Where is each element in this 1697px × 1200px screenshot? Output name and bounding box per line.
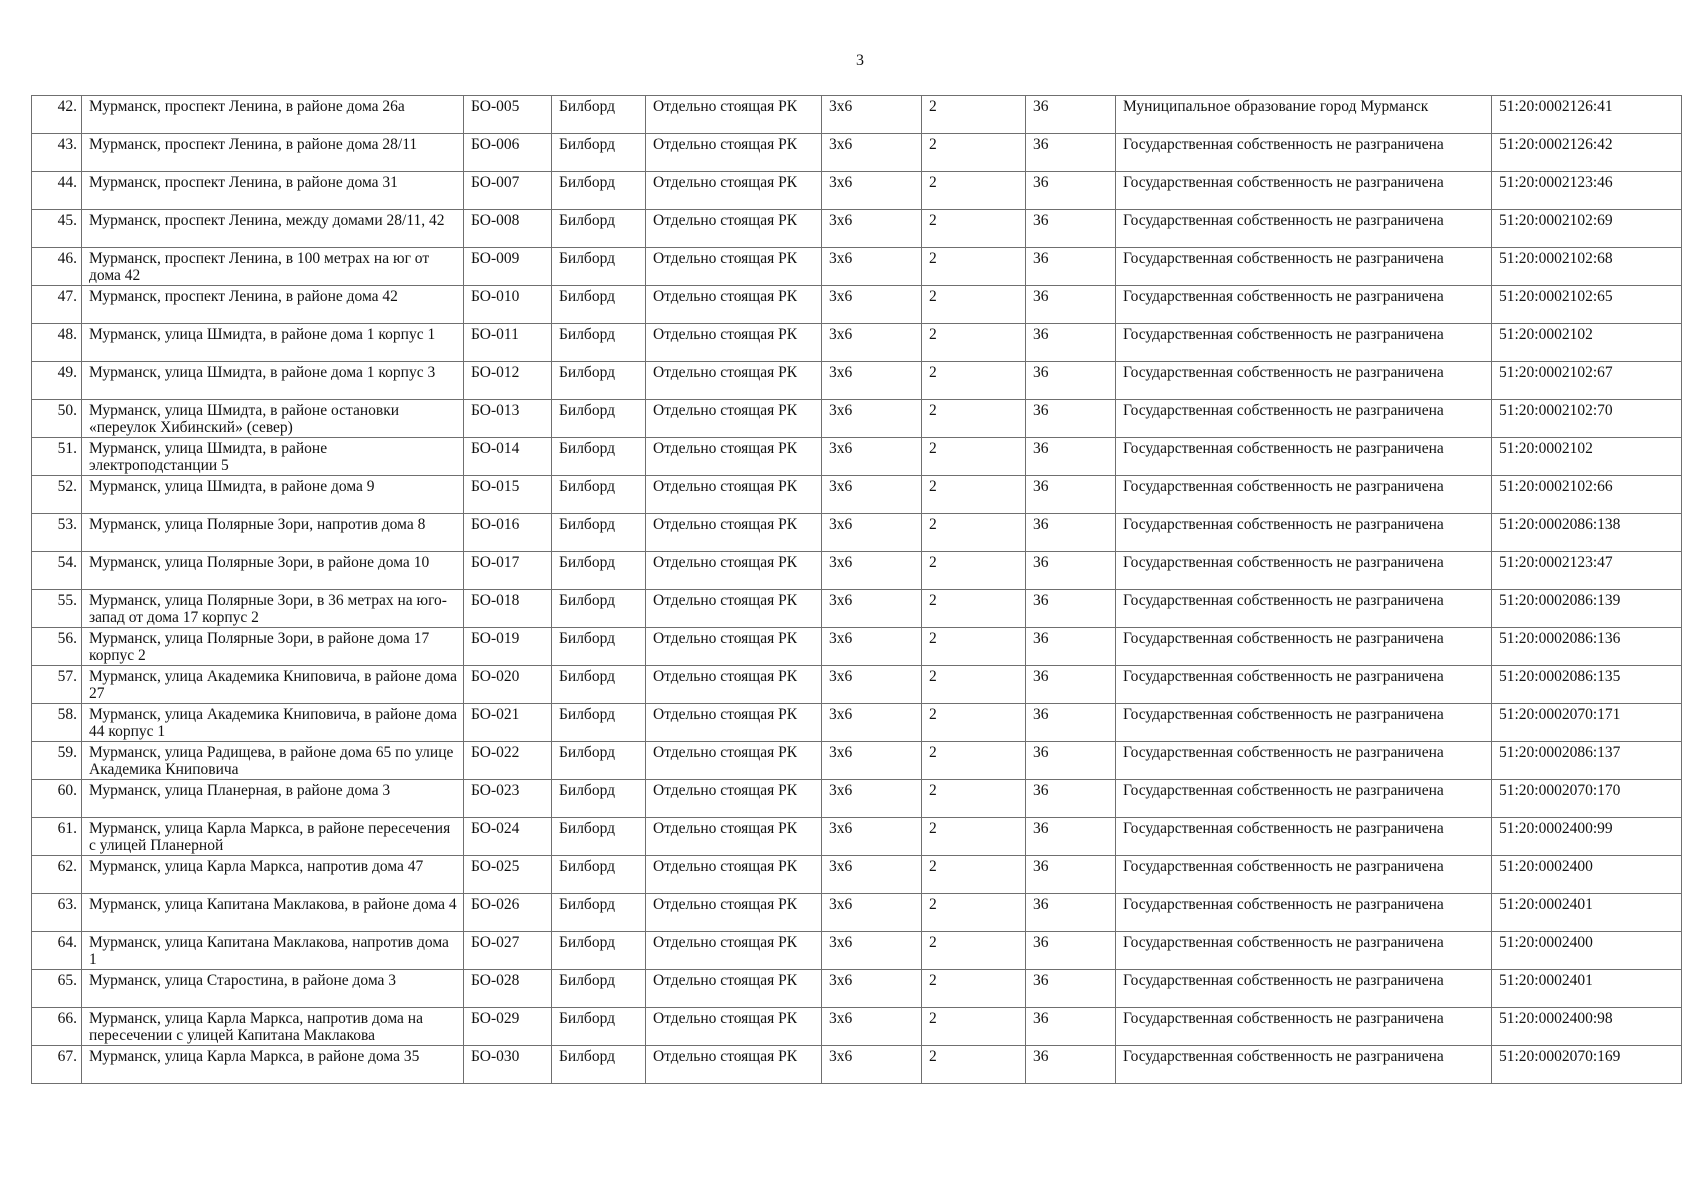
address-cell: Мурманск, улица Карла Маркса, в районе пересечения с улицей Планерной <box>82 818 464 856</box>
ownership-cell: Государственная собственность не разграничена <box>1116 248 1492 286</box>
ownership-cell: Государственная собственность не разграничена <box>1116 286 1492 324</box>
ownership-cell: Государственная собственность не разграничена <box>1116 210 1492 248</box>
size-cell: 3х6 <box>822 286 922 324</box>
row-number-cell: 53. <box>32 514 82 552</box>
cadastral-number-cell: 51:20:0002400:99 <box>1492 818 1682 856</box>
ownership-cell: Государственная собственность не разграничена <box>1116 324 1492 362</box>
address-cell: Мурманск, улица Шмидта, в районе дома 1 корпус 1 <box>82 324 464 362</box>
type-cell: Билборд <box>552 590 646 628</box>
type-cell: Билборд <box>552 552 646 590</box>
ownership-cell: Государственная собственность не разграничена <box>1116 628 1492 666</box>
kind-cell: Отдельно стоящая РК <box>646 1008 822 1046</box>
area-cell: 36 <box>1026 1046 1116 1084</box>
page-number: 3 <box>856 52 864 69</box>
ownership-cell: Государственная собственность не разграничена <box>1116 134 1492 172</box>
kind-cell: Отдельно стоящая РК <box>646 970 822 1008</box>
address-cell: Мурманск, проспект Ленина, в 100 метрах на юг от дома 42 <box>82 248 464 286</box>
sides-cell: 2 <box>922 932 1026 970</box>
sides-cell: 2 <box>922 590 1026 628</box>
ownership-cell: Государственная собственность не разграничена <box>1116 818 1492 856</box>
address-cell: Мурманск, улица Полярные Зори, в районе дома 10 <box>82 552 464 590</box>
type-cell: Билборд <box>552 248 646 286</box>
kind-cell: Отдельно стоящая РК <box>646 96 822 134</box>
kind-cell: Отдельно стоящая РК <box>646 932 822 970</box>
table-row <box>32 248 1682 286</box>
code-cell: БО-026 <box>464 894 552 932</box>
size-cell: 3х6 <box>822 742 922 780</box>
address-cell: Мурманск, улица Старостина, в районе дома 3 <box>82 970 464 1008</box>
kind-cell: Отдельно стоящая РК <box>646 1046 822 1084</box>
code-cell: БО-016 <box>464 514 552 552</box>
kind-cell: Отдельно стоящая РК <box>646 514 822 552</box>
size-cell: 3х6 <box>822 514 922 552</box>
address-cell: Мурманск, проспект Ленина, в районе дома 26а <box>82 96 464 134</box>
cadastral-number-cell: 51:20:0002070:171 <box>1492 704 1682 742</box>
area-cell: 36 <box>1026 438 1116 476</box>
kind-cell: Отдельно стоящая РК <box>646 134 822 172</box>
type-cell: Билборд <box>552 1046 646 1084</box>
code-cell: БО-024 <box>464 818 552 856</box>
area-cell: 36 <box>1026 552 1116 590</box>
kind-cell: Отдельно стоящая РК <box>646 704 822 742</box>
cadastral-number-cell: 51:20:0002102 <box>1492 324 1682 362</box>
kind-cell: Отдельно стоящая РК <box>646 210 822 248</box>
row-number-cell: 66. <box>32 1008 82 1046</box>
table-row <box>32 932 1682 970</box>
cadastral-number-cell: 51:20:0002086:136 <box>1492 628 1682 666</box>
code-cell: БО-028 <box>464 970 552 1008</box>
address-cell: Мурманск, проспект Ленина, в районе дома 42 <box>82 286 464 324</box>
area-cell: 36 <box>1026 134 1116 172</box>
sides-cell: 2 <box>922 438 1026 476</box>
ownership-cell: Государственная собственность не разграничена <box>1116 1046 1492 1084</box>
size-cell: 3х6 <box>822 970 922 1008</box>
size-cell: 3х6 <box>822 704 922 742</box>
address-cell: Мурманск, улица Капитана Маклакова, в районе дома 4 <box>82 894 464 932</box>
table-row <box>32 552 1682 590</box>
row-number-cell: 51. <box>32 438 82 476</box>
ownership-cell: Государственная собственность не разграничена <box>1116 438 1492 476</box>
code-cell: БО-012 <box>464 362 552 400</box>
area-cell: 36 <box>1026 666 1116 704</box>
address-cell: Мурманск, улица Карла Маркса, напротив дома на пересечении с улицей Капитана Маклакова <box>82 1008 464 1046</box>
kind-cell: Отдельно стоящая РК <box>646 894 822 932</box>
code-cell: БО-029 <box>464 1008 552 1046</box>
sides-cell: 2 <box>922 704 1026 742</box>
table-row <box>32 856 1682 894</box>
area-cell: 36 <box>1026 780 1116 818</box>
sides-cell: 2 <box>922 172 1026 210</box>
address-cell: Мурманск, улица Академика Книповича, в районе дома 27 <box>82 666 464 704</box>
ownership-cell: Государственная собственность не разграничена <box>1116 514 1492 552</box>
type-cell: Билборд <box>552 362 646 400</box>
row-number-cell: 58. <box>32 704 82 742</box>
area-cell: 36 <box>1026 704 1116 742</box>
area-cell: 36 <box>1026 96 1116 134</box>
type-cell: Билборд <box>552 438 646 476</box>
sides-cell: 2 <box>922 362 1026 400</box>
row-number-cell: 47. <box>32 286 82 324</box>
code-cell: БО-007 <box>464 172 552 210</box>
cadastral-number-cell: 51:20:0002123:47 <box>1492 552 1682 590</box>
kind-cell: Отдельно стоящая РК <box>646 628 822 666</box>
cadastral-number-cell: 51:20:0002401 <box>1492 894 1682 932</box>
type-cell: Билборд <box>552 894 646 932</box>
size-cell: 3х6 <box>822 210 922 248</box>
address-cell: Мурманск, улица Планерная, в районе дома 3 <box>82 780 464 818</box>
row-number-cell: 42. <box>32 96 82 134</box>
type-cell: Билборд <box>552 818 646 856</box>
cadastral-number-cell: 51:20:0002102:69 <box>1492 210 1682 248</box>
table-row <box>32 96 1682 134</box>
sides-cell: 2 <box>922 666 1026 704</box>
table-row <box>32 590 1682 628</box>
code-cell: БО-022 <box>464 742 552 780</box>
type-cell: Билборд <box>552 476 646 514</box>
address-cell: Мурманск, проспект Ленина, в районе дома 28/11 <box>82 134 464 172</box>
type-cell: Билборд <box>552 932 646 970</box>
ownership-cell: Государственная собственность не разграничена <box>1116 552 1492 590</box>
area-cell: 36 <box>1026 362 1116 400</box>
table-row <box>32 666 1682 704</box>
ownership-cell: Государственная собственность не разграничена <box>1116 400 1492 438</box>
area-cell: 36 <box>1026 818 1116 856</box>
table-row <box>32 210 1682 248</box>
type-cell: Билборд <box>552 210 646 248</box>
sides-cell: 2 <box>922 818 1026 856</box>
type-cell: Билборд <box>552 666 646 704</box>
type-cell: Билборд <box>552 324 646 362</box>
ownership-cell: Государственная собственность не разграничена <box>1116 780 1492 818</box>
row-number-cell: 45. <box>32 210 82 248</box>
cadastral-number-cell: 51:20:0002400 <box>1492 932 1682 970</box>
code-cell: БО-015 <box>464 476 552 514</box>
area-cell: 36 <box>1026 476 1116 514</box>
type-cell: Билборд <box>552 172 646 210</box>
cadastral-number-cell: 51:20:0002102:65 <box>1492 286 1682 324</box>
cadastral-number-cell: 51:20:0002126:41 <box>1492 96 1682 134</box>
address-cell: Мурманск, улица Капитана Маклакова, напротив дома 1 <box>82 932 464 970</box>
row-number-cell: 65. <box>32 970 82 1008</box>
sides-cell: 2 <box>922 286 1026 324</box>
area-cell: 36 <box>1026 742 1116 780</box>
row-number-cell: 49. <box>32 362 82 400</box>
table-row <box>32 628 1682 666</box>
kind-cell: Отдельно стоящая РК <box>646 476 822 514</box>
size-cell: 3х6 <box>822 172 922 210</box>
row-number-cell: 64. <box>32 932 82 970</box>
kind-cell: Отдельно стоящая РК <box>646 590 822 628</box>
ownership-cell: Государственная собственность не разграничена <box>1116 590 1492 628</box>
row-number-cell: 67. <box>32 1046 82 1084</box>
type-cell: Билборд <box>552 134 646 172</box>
row-number-cell: 50. <box>32 400 82 438</box>
row-number-cell: 59. <box>32 742 82 780</box>
size-cell: 3х6 <box>822 134 922 172</box>
ownership-cell: Государственная собственность не разграничена <box>1116 172 1492 210</box>
sides-cell: 2 <box>922 780 1026 818</box>
cadastral-number-cell: 51:20:0002102 <box>1492 438 1682 476</box>
cadastral-number-cell: 51:20:0002401 <box>1492 970 1682 1008</box>
cadastral-number-cell: 51:20:0002126:42 <box>1492 134 1682 172</box>
sides-cell: 2 <box>922 476 1026 514</box>
kind-cell: Отдельно стоящая РК <box>646 362 822 400</box>
address-cell: Мурманск, проспект Ленина, между домами 28/11, 42 <box>82 210 464 248</box>
type-cell: Билборд <box>552 742 646 780</box>
area-cell: 36 <box>1026 894 1116 932</box>
size-cell: 3х6 <box>822 552 922 590</box>
type-cell: Билборд <box>552 286 646 324</box>
table-body <box>32 96 1682 1084</box>
table-row <box>32 818 1682 856</box>
cadastral-number-cell: 51:20:0002086:138 <box>1492 514 1682 552</box>
sides-cell: 2 <box>922 856 1026 894</box>
code-cell: БО-018 <box>464 590 552 628</box>
cadastral-number-cell: 51:20:0002400:98 <box>1492 1008 1682 1046</box>
code-cell: БО-014 <box>464 438 552 476</box>
cadastral-number-cell: 51:20:0002086:135 <box>1492 666 1682 704</box>
area-cell: 36 <box>1026 172 1116 210</box>
ownership-cell: Государственная собственность не разграничена <box>1116 970 1492 1008</box>
size-cell: 3х6 <box>822 780 922 818</box>
ownership-cell: Муниципальное образование город Мурманск <box>1116 96 1492 134</box>
area-cell: 36 <box>1026 970 1116 1008</box>
address-cell: Мурманск, улица Шмидта, в районе дома 1 корпус 3 <box>82 362 464 400</box>
size-cell: 3х6 <box>822 932 922 970</box>
address-cell: Мурманск, улица Шмидта, в районе остановки «переулок Хибинский» (север) <box>82 400 464 438</box>
table-row <box>32 286 1682 324</box>
table-row <box>32 324 1682 362</box>
address-cell: Мурманск, улица Полярные Зори, в 36 метрах на юго-запад от дома 17 корпус 2 <box>82 590 464 628</box>
sides-cell: 2 <box>922 514 1026 552</box>
address-cell: Мурманск, проспект Ленина, в районе дома 31 <box>82 172 464 210</box>
row-number-cell: 44. <box>32 172 82 210</box>
table-row <box>32 1008 1682 1046</box>
row-number-cell: 61. <box>32 818 82 856</box>
type-cell: Билборд <box>552 704 646 742</box>
kind-cell: Отдельно стоящая РК <box>646 666 822 704</box>
area-cell: 36 <box>1026 286 1116 324</box>
address-cell: Мурманск, улица Полярные Зори, напротив дома 8 <box>82 514 464 552</box>
size-cell: 3х6 <box>822 248 922 286</box>
code-cell: БО-019 <box>464 628 552 666</box>
size-cell: 3х6 <box>822 894 922 932</box>
code-cell: БО-005 <box>464 96 552 134</box>
size-cell: 3х6 <box>822 362 922 400</box>
size-cell: 3х6 <box>822 324 922 362</box>
area-cell: 36 <box>1026 400 1116 438</box>
size-cell: 3х6 <box>822 96 922 134</box>
address-cell: Мурманск, улица Карла Маркса, напротив дома 47 <box>82 856 464 894</box>
ownership-cell: Государственная собственность не разграничена <box>1116 1008 1492 1046</box>
size-cell: 3х6 <box>822 628 922 666</box>
row-number-cell: 60. <box>32 780 82 818</box>
area-cell: 36 <box>1026 628 1116 666</box>
type-cell: Билборд <box>552 970 646 1008</box>
kind-cell: Отдельно стоящая РК <box>646 780 822 818</box>
size-cell: 3х6 <box>822 1008 922 1046</box>
area-cell: 36 <box>1026 932 1116 970</box>
sides-cell: 2 <box>922 248 1026 286</box>
size-cell: 3х6 <box>822 476 922 514</box>
address-cell: Мурманск, улица Радищева, в районе дома 65 по улице Академика Книповича <box>82 742 464 780</box>
table-row <box>32 970 1682 1008</box>
table-row <box>32 1046 1682 1084</box>
area-cell: 36 <box>1026 590 1116 628</box>
table-row <box>32 400 1682 438</box>
code-cell: БО-006 <box>464 134 552 172</box>
kind-cell: Отдельно стоящая РК <box>646 856 822 894</box>
sides-cell: 2 <box>922 552 1026 590</box>
code-cell: БО-030 <box>464 1046 552 1084</box>
ownership-cell: Государственная собственность не разграничена <box>1116 666 1492 704</box>
address-cell: Мурманск, улица Шмидта, в районе дома 9 <box>82 476 464 514</box>
area-cell: 36 <box>1026 856 1116 894</box>
code-cell: БО-023 <box>464 780 552 818</box>
kind-cell: Отдельно стоящая РК <box>646 400 822 438</box>
code-cell: БО-020 <box>464 666 552 704</box>
code-cell: БО-025 <box>464 856 552 894</box>
kind-cell: Отдельно стоящая РК <box>646 552 822 590</box>
ownership-cell: Государственная собственность не разграничена <box>1116 742 1492 780</box>
ownership-cell: Государственная собственность не разграничена <box>1116 894 1492 932</box>
row-number-cell: 52. <box>32 476 82 514</box>
table-row <box>32 514 1682 552</box>
row-number-cell: 54. <box>32 552 82 590</box>
size-cell: 3х6 <box>822 438 922 476</box>
cadastral-number-cell: 51:20:0002086:139 <box>1492 590 1682 628</box>
code-cell: БО-010 <box>464 286 552 324</box>
cadastral-number-cell: 51:20:0002102:66 <box>1492 476 1682 514</box>
kind-cell: Отдельно стоящая РК <box>646 438 822 476</box>
sides-cell: 2 <box>922 324 1026 362</box>
size-cell: 3х6 <box>822 666 922 704</box>
table-row <box>32 780 1682 818</box>
row-number-cell: 43. <box>32 134 82 172</box>
area-cell: 36 <box>1026 210 1116 248</box>
area-cell: 36 <box>1026 514 1116 552</box>
area-cell: 36 <box>1026 1008 1116 1046</box>
type-cell: Билборд <box>552 856 646 894</box>
size-cell: 3х6 <box>822 856 922 894</box>
address-cell: Мурманск, улица Шмидта, в районе электроподстанции 5 <box>82 438 464 476</box>
table-row <box>32 704 1682 742</box>
size-cell: 3х6 <box>822 1046 922 1084</box>
kind-cell: Отдельно стоящая РК <box>646 818 822 856</box>
cadastral-number-cell: 51:20:0002400 <box>1492 856 1682 894</box>
table-row <box>32 894 1682 932</box>
sides-cell: 2 <box>922 894 1026 932</box>
sides-cell: 2 <box>922 210 1026 248</box>
cadastral-number-cell: 51:20:0002086:137 <box>1492 742 1682 780</box>
type-cell: Билборд <box>552 628 646 666</box>
kind-cell: Отдельно стоящая РК <box>646 324 822 362</box>
row-number-cell: 46. <box>32 248 82 286</box>
row-number-cell: 62. <box>32 856 82 894</box>
ownership-cell: Государственная собственность не разграничена <box>1116 856 1492 894</box>
table-row <box>32 362 1682 400</box>
cadastral-number-cell: 51:20:0002102:70 <box>1492 400 1682 438</box>
table-row <box>32 134 1682 172</box>
sides-cell: 2 <box>922 96 1026 134</box>
area-cell: 36 <box>1026 248 1116 286</box>
table-row <box>32 172 1682 210</box>
cadastral-number-cell: 51:20:0002102:68 <box>1492 248 1682 286</box>
code-cell: БО-009 <box>464 248 552 286</box>
size-cell: 3х6 <box>822 818 922 856</box>
row-number-cell: 55. <box>32 590 82 628</box>
row-number-cell: 48. <box>32 324 82 362</box>
size-cell: 3х6 <box>822 400 922 438</box>
table-row <box>32 476 1682 514</box>
code-cell: БО-008 <box>464 210 552 248</box>
kind-cell: Отдельно стоящая РК <box>646 172 822 210</box>
ownership-cell: Государственная собственность не разграничена <box>1116 932 1492 970</box>
code-cell: БО-013 <box>464 400 552 438</box>
sides-cell: 2 <box>922 742 1026 780</box>
cadastral-number-cell: 51:20:0002123:46 <box>1492 172 1682 210</box>
cadastral-number-cell: 51:20:0002070:170 <box>1492 780 1682 818</box>
type-cell: Билборд <box>552 780 646 818</box>
table-row <box>32 438 1682 476</box>
sides-cell: 2 <box>922 628 1026 666</box>
code-cell: БО-011 <box>464 324 552 362</box>
type-cell: Билборд <box>552 514 646 552</box>
table-row <box>32 742 1682 780</box>
kind-cell: Отдельно стоящая РК <box>646 286 822 324</box>
sides-cell: 2 <box>922 1008 1026 1046</box>
kind-cell: Отдельно стоящая РК <box>646 742 822 780</box>
cadastral-number-cell: 51:20:0002070:169 <box>1492 1046 1682 1084</box>
area-cell: 36 <box>1026 324 1116 362</box>
billboard-registry-table <box>31 95 1682 1084</box>
ownership-cell: Государственная собственность не разграничена <box>1116 704 1492 742</box>
sides-cell: 2 <box>922 400 1026 438</box>
ownership-cell: Государственная собственность не разграничена <box>1116 476 1492 514</box>
cadastral-number-cell: 51:20:0002102:67 <box>1492 362 1682 400</box>
type-cell: Билборд <box>552 1008 646 1046</box>
address-cell: Мурманск, улица Академика Книповича, в районе дома 44 корпус 1 <box>82 704 464 742</box>
size-cell: 3х6 <box>822 590 922 628</box>
code-cell: БО-027 <box>464 932 552 970</box>
address-cell: Мурманск, улица Полярные Зори, в районе дома 17 корпус 2 <box>82 628 464 666</box>
sides-cell: 2 <box>922 1046 1026 1084</box>
row-number-cell: 57. <box>32 666 82 704</box>
address-cell: Мурманск, улица Карла Маркса, в районе дома 35 <box>82 1046 464 1084</box>
sides-cell: 2 <box>922 970 1026 1008</box>
row-number-cell: 63. <box>32 894 82 932</box>
sides-cell: 2 <box>922 134 1026 172</box>
kind-cell: Отдельно стоящая РК <box>646 248 822 286</box>
type-cell: Билборд <box>552 400 646 438</box>
ownership-cell: Государственная собственность не разграничена <box>1116 362 1492 400</box>
code-cell: БО-021 <box>464 704 552 742</box>
code-cell: БО-017 <box>464 552 552 590</box>
type-cell: Билборд <box>552 96 646 134</box>
row-number-cell: 56. <box>32 628 82 666</box>
